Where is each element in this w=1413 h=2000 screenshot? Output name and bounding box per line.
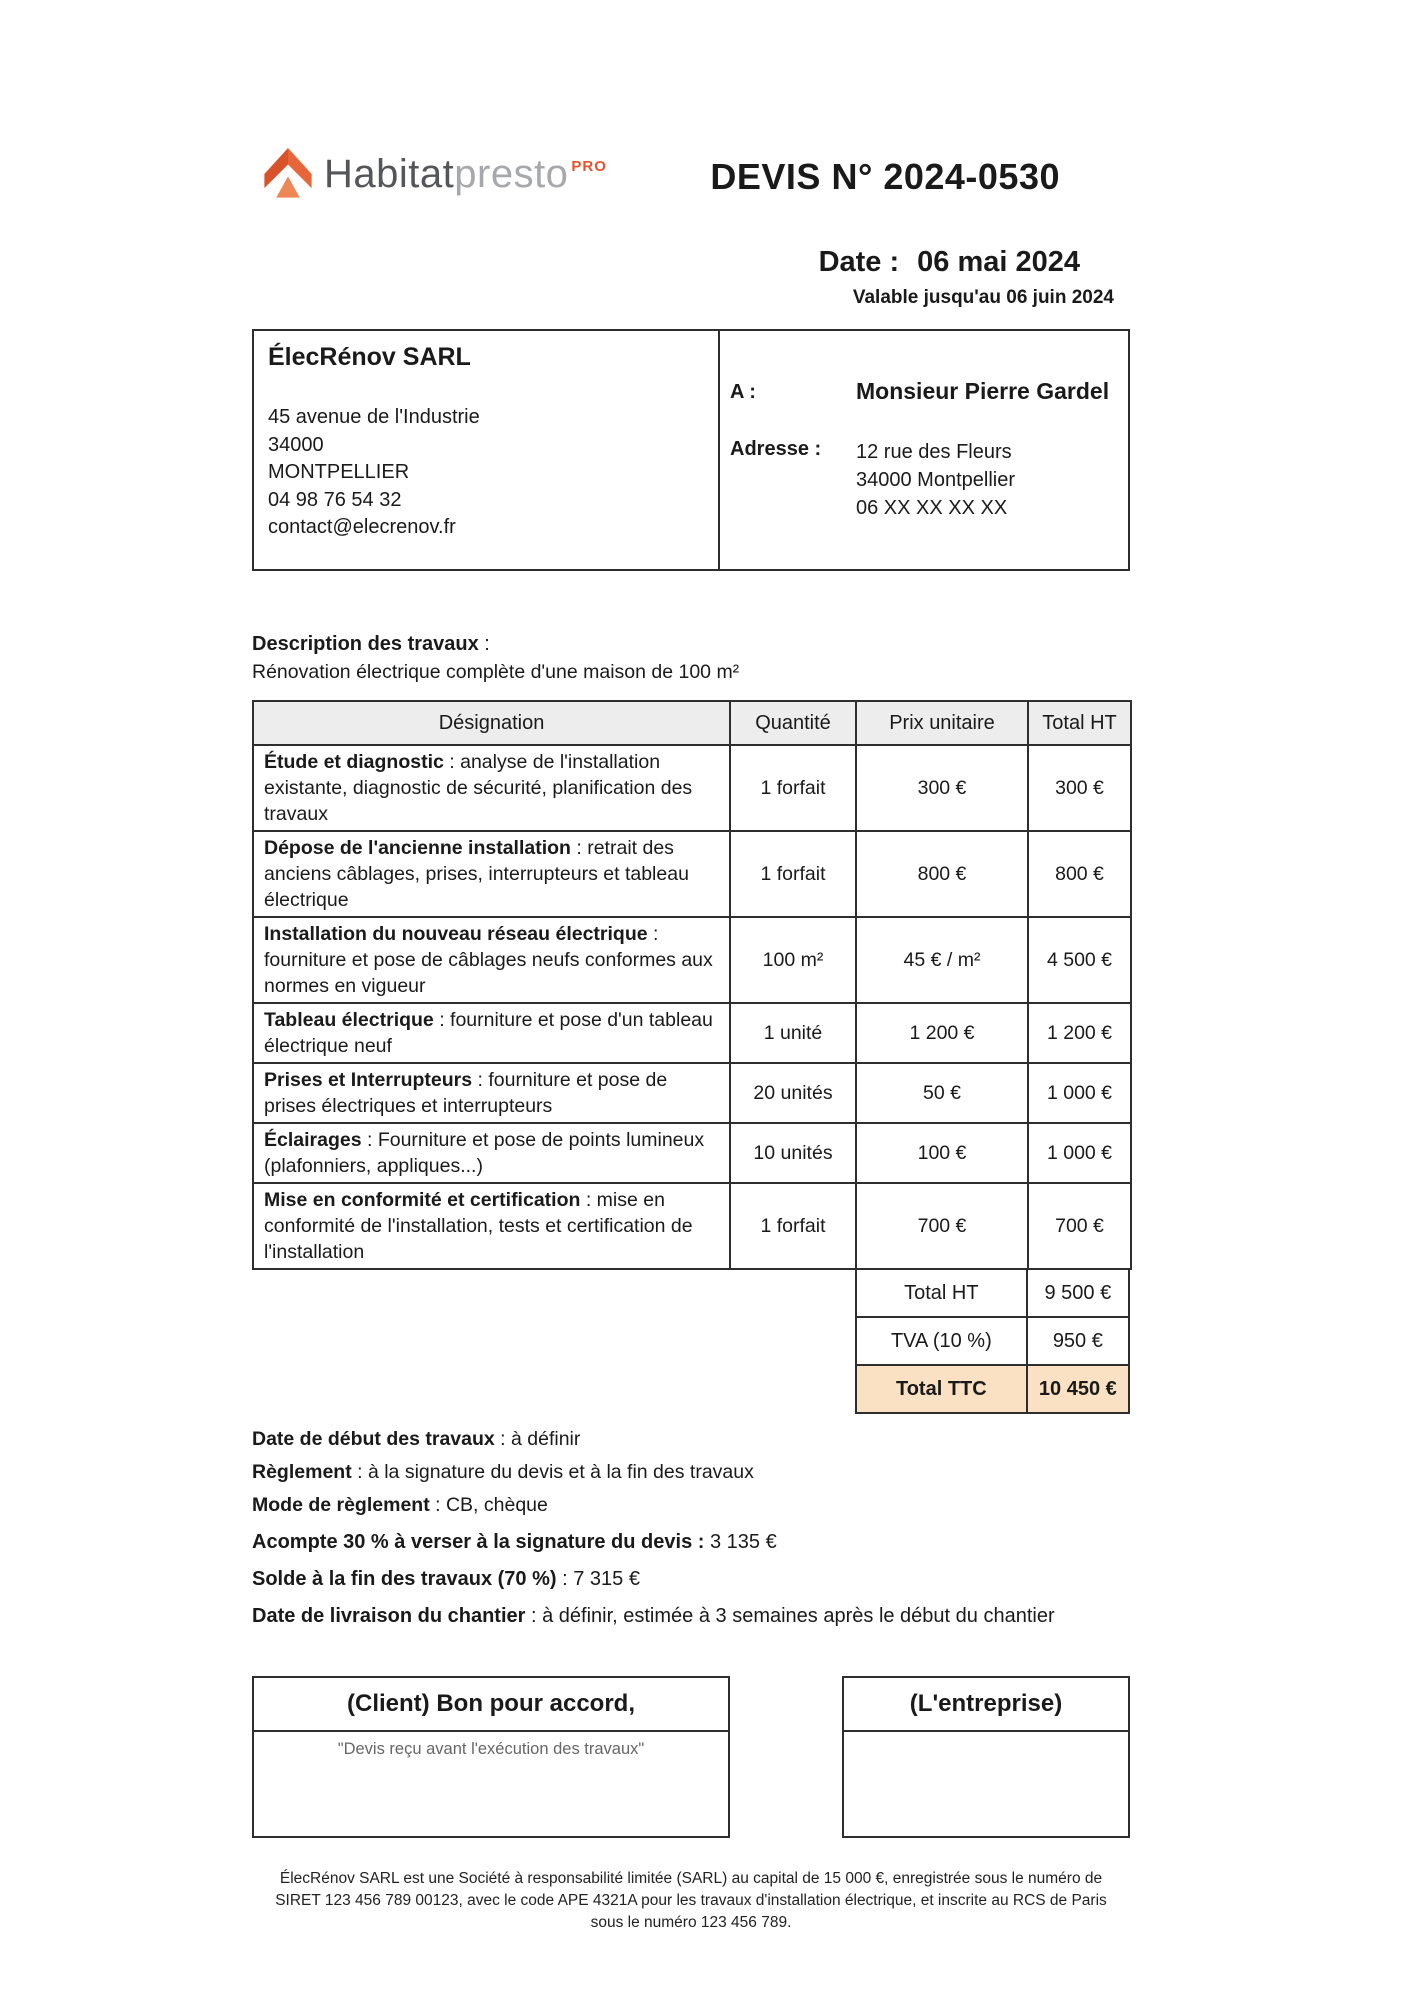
header-row [252, 148, 1130, 200]
validity-line: Valable jusqu'au 06 juin 2024 [852, 287, 1114, 308]
document-title: DEVIS N° 2024-0530 [710, 156, 1060, 197]
item-total: 700 € [1028, 1183, 1131, 1269]
client-name: Monsieur Pierre Gardel [856, 378, 1110, 404]
term-start-date: Date de début des travaux : à définir [252, 1428, 581, 1450]
item-quantity: 10 unités [730, 1123, 856, 1183]
total-ht-label: Total HT [856, 1269, 1027, 1317]
item-title: Dépose de l'ancienne installation [264, 837, 571, 859]
items-table-header-row [253, 701, 1131, 745]
client-name-row [730, 378, 1118, 408]
item-total: 1 200 € [1028, 1003, 1131, 1063]
item-quantity: 100 m² [730, 917, 856, 1003]
term-balance: Solde à la fin des travaux (70 %) : 7 315 € [252, 1568, 640, 1590]
company-address-line: MONTPELLIER [268, 461, 410, 483]
works-description [252, 633, 1130, 684]
item-description: : analyse de l'installation existante, diagnostic de sécurité, planification des travaux [264, 751, 693, 825]
term-payment-mode: Mode de règlement : CB, chèque [252, 1494, 548, 1516]
item-total: 300 € [1028, 745, 1131, 831]
tva-row [856, 1317, 1129, 1365]
item-total: 1 000 € [1028, 1063, 1131, 1123]
company-address-line: 45 avenue de l'Industrie [268, 406, 480, 428]
column-header-quantite: Quantité [730, 701, 856, 745]
date-value: 06 mai 2024 [917, 246, 1080, 278]
table-row [253, 917, 1131, 1003]
item-unit-price: 100 € [856, 1123, 1028, 1183]
item-quantity: 1 forfait [730, 1183, 856, 1269]
client-address-line: 34000 Montpellier [856, 469, 1015, 491]
table-row [253, 1123, 1131, 1183]
item-description: : fourniture et pose de prises électriques et interrupteurs [264, 1069, 668, 1117]
item-quantity: 1 forfait [730, 745, 856, 831]
totals-table [855, 1268, 1130, 1414]
company-info-box [252, 329, 720, 571]
to-label: A : [730, 381, 756, 403]
company-name: ÉlecRénov SARL [268, 343, 471, 371]
client-signature-note: "Devis reçu avant l'exécution des travaux" [337, 1740, 645, 1758]
item-description: : retrait des anciens câblages, prises, interrupteurs et tableau électrique [264, 837, 689, 911]
company-address [268, 404, 704, 542]
term-deposit: Acompte 30 % à verser à la signature du devis : 3 135 € [252, 1531, 777, 1553]
habitatpresto-logo [264, 148, 607, 200]
terms-section [252, 1428, 1130, 1628]
client-address-line: 06 XX XX XX XX [856, 497, 1008, 519]
item-description: : Fourniture et pose de points lumineux (plafonniers, appliques...) [264, 1129, 705, 1177]
item-title: Prises et Interrupteurs [264, 1069, 473, 1091]
item-title: Éclairages [264, 1129, 362, 1151]
item-description: : mise en conformité de l'installation, tests et certification de l'installation [264, 1189, 693, 1263]
item-unit-price: 300 € [856, 745, 1028, 831]
legal-footer: ÉlecRénov SARL est une Société à responsabilité limitée (SARL) au capital de 15 000 €, enregistrée sous le numéro de SIRET 123 456 789 00123, avec le code APE 4321A pour les travaux d'installation électrique, et inscrite au RCS de Paris sous le numéro 123 456 789. [275, 1870, 1107, 1931]
column-header-prix-unitaire: Prix unitaire [856, 701, 1028, 745]
item-unit-price: 45 € / m² [856, 917, 1028, 1003]
item-description: : fourniture et pose de câblages neufs conformes aux normes en vigueur [264, 923, 713, 997]
table-row [253, 1063, 1131, 1123]
works-description-heading [252, 633, 1130, 656]
home-arrow-icon [264, 148, 312, 200]
total-ht-row [856, 1269, 1129, 1317]
client-address [856, 438, 1015, 522]
logo-pro-badge: PRO [571, 157, 607, 175]
table-row [253, 831, 1131, 917]
date-line [252, 246, 1130, 279]
client-info-box [720, 329, 1130, 571]
client-signature-title: (Client) Bon pour accord, [254, 1678, 728, 1732]
table-row [253, 1183, 1131, 1269]
item-unit-price: 50 € [856, 1063, 1028, 1123]
client-signature-area [254, 1732, 728, 1836]
works-description-text: Rénovation électrique complète d'une maison de 100 m² [252, 661, 740, 683]
tva-value: 950 € [1027, 1317, 1129, 1365]
table-row [253, 745, 1131, 831]
item-quantity: 1 unité [730, 1003, 856, 1063]
tva-label: TVA (10 %) [856, 1317, 1027, 1365]
client-address-line: 12 rue des Fleurs [856, 441, 1012, 463]
company-address-line: 04 98 76 54 32 [268, 488, 402, 511]
parties-section [252, 329, 1130, 571]
client-address-row [730, 438, 1118, 522]
item-unit-price: 700 € [856, 1183, 1028, 1269]
company-address-line: 34000 [268, 433, 324, 456]
column-header-total-ht: Total HT [1028, 701, 1131, 745]
item-title: Tableau électrique [264, 1009, 434, 1031]
item-total: 4 500 € [1028, 917, 1131, 1003]
total-ttc-value: 10 450 € [1027, 1365, 1129, 1413]
column-header-designation: Désignation [253, 701, 730, 745]
term-delivery-date: Date de livraison du chantier : à définir, estimée à 3 semaines après le début du chantier [252, 1605, 1055, 1627]
signatures-section [252, 1676, 1130, 1838]
total-ttc-row [856, 1365, 1129, 1413]
item-quantity: 1 forfait [730, 831, 856, 917]
company-signature-box [842, 1676, 1130, 1838]
item-title: Mise en conformité et certification [264, 1189, 581, 1211]
item-unit-price: 800 € [856, 831, 1028, 917]
company-signature-title: (L'entreprise) [844, 1678, 1128, 1732]
company-address-line: contact@elecrenov.fr [268, 516, 456, 538]
item-title: Étude et diagnostic [264, 751, 444, 773]
total-ttc-label: Total TTC [856, 1365, 1027, 1413]
table-row [253, 1003, 1131, 1063]
item-unit-price: 1 200 € [856, 1003, 1028, 1063]
logo-word-habitat: Habitat [324, 151, 455, 196]
item-title: Installation du nouveau réseau électrique [264, 923, 648, 945]
address-label: Adresse : [730, 438, 822, 460]
document-content [252, 0, 1130, 1934]
item-total: 800 € [1028, 831, 1131, 917]
date-label: Date : [818, 246, 900, 278]
items-table [252, 700, 1132, 1270]
item-description: : fourniture et pose d'un tableau électrique neuf [264, 1009, 713, 1057]
item-total: 1 000 € [1028, 1123, 1131, 1183]
company-signature-area [844, 1732, 1128, 1836]
works-description-colon: : [478, 633, 490, 655]
works-description-label: Description des travaux [252, 633, 479, 655]
item-quantity: 20 unités [730, 1063, 856, 1123]
term-payment: Règlement : à la signature du devis et à la fin des travaux [252, 1461, 754, 1483]
client-signature-box [252, 1676, 730, 1838]
logo-wordmark [324, 152, 607, 197]
logo-word-presto: presto [454, 151, 569, 196]
total-ht-value: 9 500 € [1027, 1269, 1129, 1317]
